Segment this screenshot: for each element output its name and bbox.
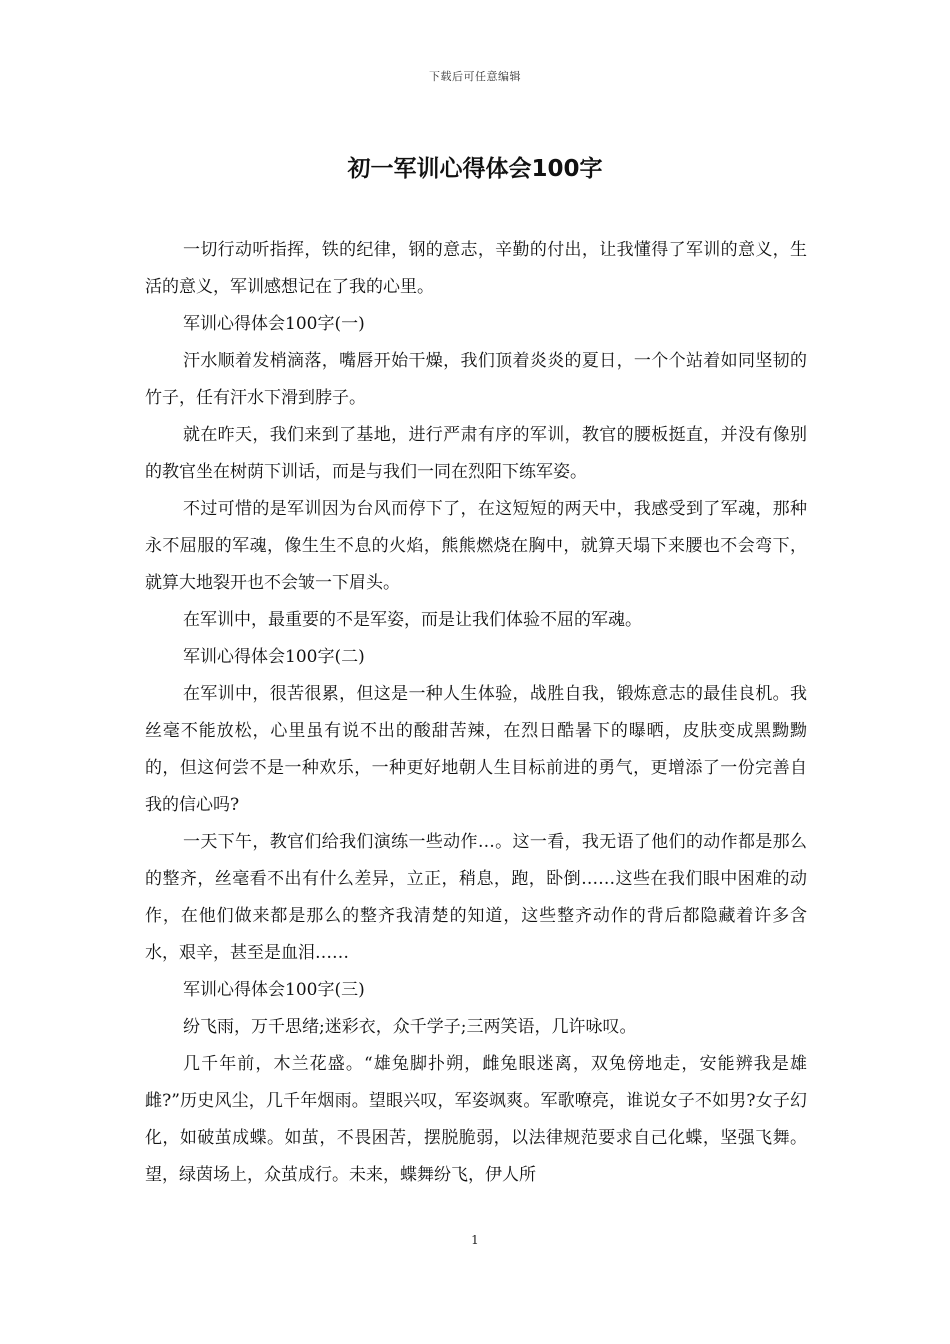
section-heading-2: 军训心得体会100字(二) xyxy=(183,647,365,667)
page-number: 1 xyxy=(471,1233,479,1247)
paragraph: 汗水顺着发梢滴落，嘴唇开始干燥，我们顶着炎炎的夏日，一个个站着如同坚韧的竹子，任有汗水下滑到脖子。 xyxy=(145,351,807,408)
paragraph: 在军训中，最重要的不是军姿，而是让我们体验不屈的军魂。 xyxy=(183,610,642,630)
paragraph-intro: 一切行动听指挥，铁的纪律，钢的意志，辛勤的付出，让我懂得了军训的意义，生活的意义，军训感想记在了我的心里。 xyxy=(145,240,807,297)
section-heading-3: 军训心得体会100字(三) xyxy=(183,980,365,1000)
document-body xyxy=(145,232,807,1194)
paragraph: 几千年前，木兰花盛。“雄兔脚扑朔，雌兔眼迷离，双兔傍地走，安能辨我是雄雌?”历史风尘，几千年烟雨。望眼兴叹，军姿飒爽。军歌嘹亮，谁说女子不如男?女子幻化，如破茧成蝶。如茧，不畏困苦，摆脱脆弱，以法律规范要求自己化蝶，坚强飞舞。望，绿茵场上，众茧成行。未来，蝶舞纷飞，伊人所 xyxy=(145,1054,807,1185)
paragraph: 纷飞雨，万千思绪;迷彩衣，众千学子;三两笑语，几许咏叹。 xyxy=(183,1017,637,1037)
paragraph: 就在昨天，我们来到了基地，进行严肃有序的军训，教官的腰板挺直，并没有像别的教官坐在树荫下训话，而是与我们一同在烈阳下练军姿。 xyxy=(145,425,807,482)
section-heading-1: 军训心得体会100字(一) xyxy=(183,314,365,334)
paragraph: 不过可惜的是军训因为台风而停下了，在这短短的两天中，我感受到了军魂，那种永不屈服的军魂，像生生不息的火焰，熊熊燃烧在胸中，就算天塌下来腰也不会弯下，就算大地裂开也不会皱一下眉头。 xyxy=(145,499,807,593)
header-note: 下载后可任意编辑 xyxy=(429,70,521,83)
paragraph: 在军训中，很苦很累，但这是一种人生体验，战胜自我，锻炼意志的最佳良机。我丝毫不能放松，心里虽有说不出的酸甜苦辣，在烈日酷暑下的曝晒，皮肤变成黑黝黝的，但这何尝不是一种欢乐，一种更好地朝人生目标前进的勇气，更增添了一份完善自我的信心吗? xyxy=(145,684,807,815)
document-title: 初一军训心得体会100字 xyxy=(347,156,603,182)
paragraph: 一天下午，教官们给我们演练一些动作…。这一看，我无语了他们的动作都是那么的整齐，丝毫看不出有什么差异，立正，稍息，跑，卧倒……这些在我们眼中困难的动作，在他们做来都是那么的整齐我清楚的知道，这些整齐动作的背后都隐藏着许多含水，艰辛，甚至是血泪…… xyxy=(145,832,807,963)
